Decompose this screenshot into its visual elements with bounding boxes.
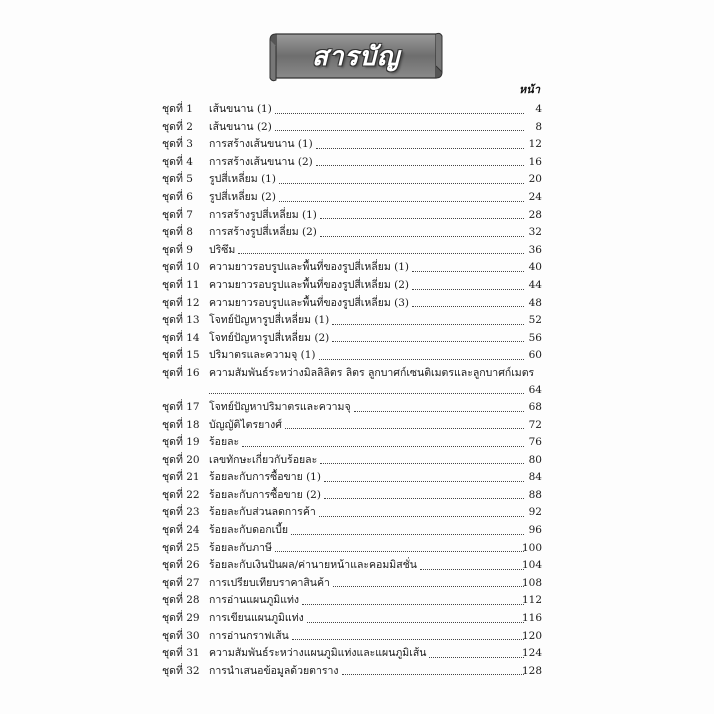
dot-leader (209, 382, 524, 399)
toc-page-number: 76 (528, 436, 542, 449)
toc-entry-title-text: ความยาวรอบรูปและพื้นที่ของรูปสี่เหลี่ยม (3) (209, 296, 410, 309)
toc-page-number: 52 (528, 314, 542, 327)
toc-set-number: ชุดที่ 29 (162, 612, 200, 625)
toc-entry-title-text: ร้อยละกับการซื้อขาย (1) (209, 471, 321, 484)
toc-row (162, 312, 542, 330)
dot-leader (319, 347, 524, 365)
toc-entry-title (209, 119, 524, 137)
toc-entry-title-text: ร้อยละกับภาษี (209, 541, 272, 554)
toc-entry-title-text: การนำเสนอข้อมูลด้วยตาราง (209, 664, 339, 677)
toc-page-number: 104 (521, 559, 542, 572)
toc-row (162, 330, 542, 348)
dot-leader (291, 522, 524, 540)
toc-set-number: ชุดที่ 10 (162, 261, 200, 274)
toc-page-number: 36 (528, 243, 542, 256)
toc-entry-title (209, 628, 524, 646)
toc-set-number: ชุดที่ 24 (162, 524, 200, 537)
toc-entry-title-text: ปริมาตรและความจุ (1) (209, 349, 316, 362)
toc-row (162, 224, 542, 242)
toc-entry-title (209, 224, 524, 242)
toc-row (162, 242, 542, 260)
toc-page-number: 84 (528, 471, 542, 484)
toc-row (162, 399, 542, 417)
title-banner (268, 28, 444, 86)
toc-set-number: ชุดที่ 16 (162, 366, 200, 379)
toc-entry-title-text: เส้นขนาน (2) (209, 120, 272, 133)
toc-entry-title (209, 434, 524, 452)
toc-entry-title (209, 277, 524, 295)
page-title: สารบัญ (311, 42, 401, 72)
toc-row (162, 189, 542, 207)
toc-set-number: ชุดที่ 21 (162, 471, 200, 484)
toc-entry-title-text: โจทย์ปัญหาปริมาตรและความจุ (209, 400, 351, 413)
dot-leader (412, 259, 524, 277)
toc-entry-title (209, 189, 524, 207)
toc-row (162, 295, 542, 313)
toc-page-number: 20 (528, 173, 542, 186)
dot-leader (279, 189, 524, 207)
toc-page-number: 92 (528, 506, 542, 519)
toc-row (162, 136, 542, 154)
toc-entry-title (209, 592, 524, 610)
toc-entry-title (209, 295, 524, 313)
toc-set-number: ชุดที่ 15 (162, 349, 200, 362)
toc-entry-title-text: ความสัมพันธ์ระหว่างแผนภูมิแท่งและแผนภูมิเส้น (209, 647, 427, 660)
toc-entry-title-text: ปริซึม (209, 243, 236, 256)
toc-row (162, 575, 542, 593)
toc-entry-title (209, 330, 524, 348)
toc-set-number: ชุดที่ 1 (162, 103, 193, 115)
dot-leader (333, 575, 524, 593)
toc-set-number: ชุดที่ 26 (162, 559, 200, 572)
toc-entry-title (209, 487, 524, 505)
toc-page-number: 40 (528, 261, 542, 274)
toc-page-number: 64 (528, 383, 542, 396)
toc-page-number: 60 (528, 349, 542, 362)
toc-entry-title (209, 469, 524, 487)
toc-entry-title (209, 575, 524, 593)
toc-page-number: 112 (521, 594, 542, 607)
dot-leader (319, 504, 524, 522)
toc-set-number: ชุดที่ 12 (162, 296, 200, 309)
toc-page-number: 24 (528, 190, 542, 203)
toc-set-number: ชุดที่ 4 (162, 155, 193, 168)
toc-row (162, 154, 542, 172)
toc-page-number: 72 (528, 418, 542, 431)
toc-entry-title-text: การเขียนแผนภูมิแท่ง (209, 612, 304, 625)
toc-entry-title-text: เลขทักษะเกี่ยวกับร้อยละ (209, 453, 318, 466)
toc-row (162, 365, 542, 399)
toc-entry-title (209, 522, 524, 540)
toc-entry-title (209, 504, 524, 522)
toc-entry-title-text: รูปสี่เหลี่ยม (2) (209, 190, 276, 203)
toc-set-number: ชุดที่ 2 (162, 120, 193, 133)
toc-set-number: ชุดที่ 30 (162, 629, 200, 642)
dot-leader (275, 101, 524, 119)
toc-entry-title (209, 136, 524, 154)
toc-entry-title-text: ร้อยละกับส่วนลดการค้า (209, 506, 316, 519)
toc-entry-title (209, 663, 524, 681)
dot-leader (302, 592, 524, 610)
toc-entry-title (209, 557, 524, 575)
toc-page-number: 96 (528, 524, 542, 537)
dot-leader (332, 330, 524, 348)
toc-row (162, 610, 542, 628)
toc-set-number: ชุดที่ 28 (162, 594, 200, 607)
dot-leader (412, 277, 524, 295)
toc-entry-title (209, 399, 524, 417)
toc-entry-title-text: ร้อยละ (209, 436, 240, 449)
toc-entry-title (209, 540, 524, 558)
toc-entry-title (209, 154, 524, 172)
dot-leader (429, 645, 524, 663)
toc-set-number: ชุดที่ 27 (162, 576, 200, 589)
dot-leader (279, 171, 524, 189)
toc-page-number: 116 (521, 612, 542, 625)
dot-leader (285, 417, 524, 435)
toc-entry-title-text: ความยาวรอบรูปและพื้นที่ของรูปสี่เหลี่ยม (1) (209, 261, 410, 274)
toc-entry-title (209, 101, 524, 119)
toc-row (162, 628, 542, 646)
toc-entry-title-text: การอ่านกราฟเส้น (209, 629, 289, 642)
toc-entry-title-text: การเปรียบเทียบราคาสินค้า (209, 576, 330, 589)
toc-page-number: 56 (528, 331, 542, 344)
toc-entry-title (209, 347, 524, 365)
toc-set-number: ชุดที่ 20 (162, 453, 200, 466)
toc-entry-title-text: เส้นขนาน (1) (209, 103, 272, 115)
toc-entry-title-text: รูปสี่เหลี่ยม (1) (209, 173, 276, 186)
toc-set-number: ชุดที่ 17 (162, 400, 200, 413)
toc-row (162, 504, 542, 522)
toc-row (162, 207, 542, 225)
toc-page-number: 120 (521, 629, 542, 642)
toc-entry-title (209, 452, 524, 470)
page-column-label: หน้า (519, 83, 540, 96)
toc-entry-title-text: ความสัมพันธ์ระหว่างมิลลิลิตร ลิตร ลูกบาศก์เซนติเมตรและลูกบาศก์เมตร (209, 366, 535, 379)
toc-page-number: 32 (528, 226, 542, 239)
toc-row (162, 171, 542, 189)
toc-set-number: ชุดที่ 25 (162, 541, 200, 554)
toc-page-number: 80 (528, 453, 542, 466)
toc-set-number: ชุดที่ 31 (162, 647, 200, 660)
toc-entry-title (209, 312, 524, 330)
toc-entry-title-text: การสร้างเส้นขนาน (2) (209, 155, 313, 168)
toc-entry-title-text: ร้อยละกับดอกเบี้ย (209, 524, 289, 537)
dot-leader (412, 295, 524, 313)
dot-leader (307, 610, 524, 628)
toc-page-number: 48 (528, 296, 542, 309)
toc-set-number: ชุดที่ 19 (162, 436, 200, 449)
toc-set-number: ชุดที่ 14 (162, 331, 200, 344)
toc-entry-title-text: ความยาวรอบรูปและพื้นที่ของรูปสี่เหลี่ยม (2) (209, 278, 410, 291)
toc-set-number: ชุดที่ 18 (162, 418, 200, 431)
toc-set-number: ชุดที่ 11 (162, 278, 200, 291)
toc-row (162, 469, 542, 487)
toc-page-number: 68 (528, 400, 542, 413)
toc-set-number: ชุดที่ 13 (162, 314, 200, 327)
dot-leader (238, 242, 524, 260)
toc-entry-title-text: ร้อยละกับการซื้อขาย (2) (209, 488, 321, 501)
toc-set-number: ชุดที่ 8 (162, 226, 193, 239)
dot-leader (275, 540, 524, 558)
toc-entry-title (209, 171, 524, 189)
toc-entry-title-text: การสร้างรูปสี่เหลี่ยม (2) (209, 226, 317, 239)
dot-leader (332, 312, 524, 330)
toc-row (162, 540, 542, 558)
toc-entry-title-text: การสร้างรูปสี่เหลี่ยม (1) (209, 208, 317, 221)
toc-page-number: 4 (535, 103, 542, 115)
toc-row (162, 417, 542, 435)
dot-leader (320, 224, 524, 242)
toc-row (162, 522, 542, 540)
toc-set-number: ชุดที่ 22 (162, 488, 200, 501)
toc-page-number: 124 (521, 647, 542, 660)
toc-entry-title-text: บัญญัติไตรยางศ์ (209, 418, 282, 431)
dot-leader (324, 469, 524, 487)
toc-page-number: 12 (528, 138, 542, 151)
toc-page-number: 28 (528, 208, 542, 221)
toc-page-number: 108 (521, 576, 542, 589)
toc-entry-title-text: การอ่านแผนภูมิแท่ง (209, 594, 300, 607)
toc-entry-title-text: ร้อยละกับเงินปันผล/ค่านายหน้าและคอมมิสชั่น (209, 559, 417, 572)
toc-entry-title (209, 417, 524, 435)
toc-set-number: ชุดที่ 3 (162, 138, 193, 151)
dot-leader (316, 154, 524, 172)
toc-row (162, 645, 542, 663)
toc-entry-title-text: การสร้างเส้นขนาน (1) (209, 138, 313, 151)
toc-set-number: ชุดที่ 23 (162, 506, 200, 519)
toc-row (162, 347, 542, 365)
toc-set-number: ชุดที่ 7 (162, 208, 193, 221)
toc-row (162, 259, 542, 277)
toc-entry-title (209, 365, 542, 383)
toc-entry-title (209, 207, 524, 225)
dot-leader (292, 628, 524, 646)
toc-row (162, 663, 542, 681)
dot-leader (320, 207, 524, 225)
toc-set-number: ชุดที่ 9 (162, 243, 193, 256)
toc-row (162, 592, 542, 610)
toc-page-number: 100 (521, 541, 542, 554)
toc-page-number: 88 (528, 488, 542, 501)
dot-leader (324, 487, 524, 505)
dot-leader (275, 119, 524, 137)
dot-leader (242, 434, 524, 452)
toc-row (162, 452, 542, 470)
toc-entry-title-text: โจทย์ปัญหารูปสี่เหลี่ยม (2) (209, 331, 330, 344)
toc-set-number: ชุดที่ 32 (162, 664, 200, 677)
toc-row (162, 487, 542, 505)
table-of-contents (162, 101, 542, 680)
dot-leader (354, 399, 524, 417)
dot-leader (342, 663, 524, 681)
toc-page-number: 8 (535, 120, 542, 133)
toc-row (162, 101, 542, 119)
dot-leader (316, 136, 524, 154)
toc-row (162, 277, 542, 295)
dot-leader (320, 452, 524, 470)
toc-page-number: 128 (521, 664, 542, 677)
toc-entry-title (209, 645, 524, 663)
toc-entry-title (209, 242, 524, 260)
toc-page-number: 16 (528, 155, 542, 168)
toc-entry-title-text: โจทย์ปัญหารูปสี่เหลี่ยม (1) (209, 314, 330, 327)
toc-page-number: 44 (528, 278, 542, 291)
toc-row (162, 119, 542, 137)
toc-row (162, 434, 542, 452)
toc-entry-title (209, 259, 524, 277)
dot-leader (420, 557, 524, 575)
toc-entry-title (209, 610, 524, 628)
toc-row (162, 557, 542, 575)
toc-set-number: ชุดที่ 6 (162, 190, 193, 203)
toc-set-number: ชุดที่ 5 (162, 173, 193, 186)
